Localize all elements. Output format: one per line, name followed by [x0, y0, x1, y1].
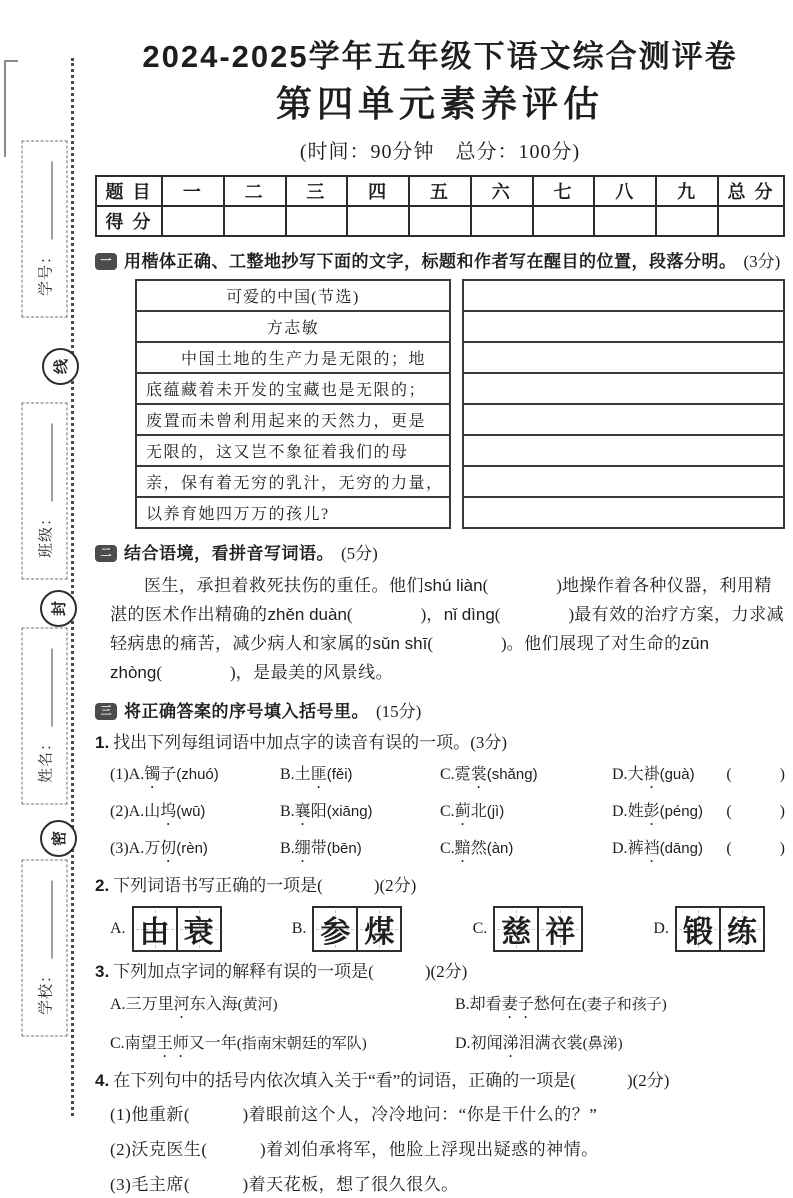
- score-col-8: 八: [594, 176, 656, 206]
- blank-copy-row: [464, 312, 783, 343]
- name-blank-line: [37, 649, 52, 727]
- source-body-row: 废置而未曾利用起来的天然力，更是: [137, 405, 449, 436]
- section-3-points: (15分): [376, 702, 422, 721]
- question-4-stem: 4. 在下列句中的括号内依次填入关于“看”的词语，正确的一项是( )(2分): [95, 1071, 670, 1090]
- school-field: [22, 860, 68, 1037]
- class-field: [22, 403, 68, 580]
- copy-answer-box: [462, 279, 785, 529]
- q2-option-a: A. 由 衰: [110, 906, 222, 952]
- score-cell: [594, 206, 656, 236]
- score-col-5: 五: [409, 176, 471, 206]
- score-col-topic: 题 目: [96, 176, 162, 206]
- q3-option-b: B.却看妻子愁何在(妻子和孩子): [455, 996, 667, 1013]
- q1-option: B.土匪(fěi): [280, 766, 353, 783]
- class-blank-line: [37, 424, 52, 502]
- section-2-title: 结合语境，看拼音写词语。: [124, 544, 334, 563]
- answer-bracket: ( ): [346, 605, 427, 624]
- seal-char-feng: 封: [40, 590, 77, 627]
- score-cell: [471, 206, 533, 236]
- q1-option-row-1: [95, 763, 785, 792]
- q1-option: B.绷带(bēn): [280, 840, 362, 857]
- blank-copy-row: [464, 281, 783, 312]
- q1-option: C.霓裳(shǎng): [440, 766, 538, 783]
- q4-item-3: (3)毛主席( )着天花板，想了很久很久。: [110, 1175, 459, 1194]
- time-score-meta: (时间：90分钟 总分：100分): [299, 141, 581, 163]
- score-cell: [286, 206, 348, 236]
- unit-title: 第四单元素养评估: [275, 83, 604, 124]
- q1-option: (2)A.山坞(wū): [110, 803, 206, 820]
- section-1-number-icon: 一: [95, 253, 117, 270]
- name-label: 姓名：: [37, 735, 54, 784]
- q4-item-2: (2)沃克医生( )着刘伯承将军，他脸上浮现出疑惑的神情。: [110, 1140, 599, 1159]
- seal-char-mi: 密: [40, 820, 77, 857]
- student-id-field: [22, 141, 68, 318]
- q3-option-d: D.初闻涕泪满衣裳(鼻涕): [455, 1035, 623, 1052]
- score-cell: [718, 206, 784, 236]
- source-body-row: 以养育她四万万的孩儿?: [146, 506, 330, 523]
- blank-copy-row: [464, 498, 783, 527]
- score-cell: [409, 206, 471, 236]
- source-title-row: 可爱的中国 (节选): [137, 281, 449, 312]
- q4-item-1: (1)他重新( )着眼前这个人，冷冷地问：“你是干什么的？”: [110, 1105, 598, 1124]
- score-cell: [347, 206, 409, 236]
- q1-option: C.黯然(àn): [440, 840, 514, 857]
- answer-bracket: ( ): [726, 803, 785, 820]
- writing-grid-box: 慈 祥: [493, 906, 583, 952]
- score-cell: [224, 206, 286, 236]
- copy-exercise: [135, 279, 785, 529]
- q1-option: D.大褂(guà): [612, 766, 695, 783]
- q3-options: [95, 992, 785, 1061]
- score-col-3: 三: [286, 176, 348, 206]
- blank-copy-row: [464, 343, 783, 374]
- q1-option: D.裤裆(dāng): [612, 840, 703, 857]
- writing-grid-box: 参 煤: [312, 906, 402, 952]
- question-2-stem: 2. 下列词语书写正确的一项是( )(2分): [95, 876, 417, 895]
- answer-bracket: ( ): [427, 634, 507, 653]
- section-3-title: 将正确答案的序号填入括号里。: [124, 702, 369, 721]
- blank-copy-row: [464, 436, 783, 467]
- answer-bracket: ( ): [726, 840, 785, 857]
- score-col-6: 六: [471, 176, 533, 206]
- score-table-score-row: [96, 206, 784, 236]
- score-table: [95, 175, 785, 237]
- section-2-number-icon: 二: [95, 545, 117, 562]
- source-body-row: 底蕴藏着未开发的宝藏也是无限的；: [137, 374, 449, 405]
- answer-bracket: ( ): [726, 766, 785, 783]
- student-id-blank-line: [37, 162, 52, 240]
- section-1-title: 用楷体正确、工整地抄写下面的文字，标题和作者写在醒目的位置，段落分明。: [124, 252, 737, 271]
- score-cell: [162, 206, 224, 236]
- score-cell: [533, 206, 595, 236]
- paper-title: 2024-2025学年五年级下语文综合测评卷: [142, 39, 738, 74]
- q3-option-c: C.南望王师又一年(指南宋朝廷的军队): [110, 1035, 367, 1052]
- section-3-header: [95, 700, 785, 723]
- section-1-points: (3分): [743, 252, 781, 271]
- corner-crop-mark: [4, 60, 18, 157]
- answer-bracket: ( ): [156, 663, 236, 682]
- writing-grid-box: 锻 练: [675, 906, 765, 952]
- copy-source-box: [135, 279, 451, 529]
- source-body-row: 亲，保有着无穷的乳汁，无穷的力量，: [137, 467, 449, 498]
- school-blank-line: [37, 881, 52, 959]
- class-label: 班级：: [37, 510, 54, 559]
- question-1-stem: 1. 找出下列每组词语中加点字的读音有误的一项。(3分): [95, 733, 508, 752]
- blank-copy-row: [464, 467, 783, 498]
- source-body-row: 无限的，这又岂不象征着我们的母: [137, 436, 449, 467]
- seal-char-line: 线: [42, 348, 79, 385]
- blank-copy-row: [464, 374, 783, 405]
- q2-option-b: B. 参 煤: [292, 906, 403, 952]
- pinyin-passage: 医生，承担着救死扶伤的重任。他们shú liàn( )地操作着各种仪器，利用精湛的医术作出精确的zhěn duàn( )，nǐ dìng( )最有效的治疗方案，力求减轻病患的痛苦，减少病人和家属的sǔn shī( )。他们展现了对生命的zūn zhòng( )，是最美的风景线。: [110, 576, 785, 682]
- q1-option: (3)A.万仞(rèn): [110, 840, 208, 857]
- q2-option-c: C. 慈 祥: [473, 906, 584, 952]
- writing-grid-box: 由 衰: [132, 906, 222, 952]
- q3-option-a: A.三万里河东入海(黄河): [110, 996, 278, 1013]
- school-label: 学校：: [37, 967, 54, 1016]
- question-3-stem: 3. 下列加点字词的解释有误的一项是( )(2分): [95, 962, 468, 981]
- main-content: [95, 36, 785, 1198]
- section-2-header: [95, 542, 785, 565]
- score-table-header-row: [96, 176, 784, 206]
- score-col-7: 七: [533, 176, 595, 206]
- answer-bracket: ( ): [482, 576, 562, 595]
- score-col-4: 四: [347, 176, 409, 206]
- q1-option: D.姓彭(péng): [612, 803, 703, 820]
- blank-copy-row: [464, 405, 783, 436]
- section-1-header: [95, 250, 785, 273]
- q2-option-d: D. 锻 练: [653, 906, 765, 952]
- source-author-row: 方志敏: [137, 312, 449, 343]
- score-col-1: 一: [162, 176, 224, 206]
- q1-option-row-3: [95, 837, 785, 866]
- q1-option: C.蓟北(jì): [440, 803, 505, 820]
- source-body-row: 中国土地的生产力是无限的；地: [137, 343, 449, 374]
- score-row-label: 得 分: [96, 206, 162, 236]
- section-2-points: (5分): [341, 544, 378, 563]
- score-col-total: 总 分: [718, 176, 784, 206]
- score-col-9: 九: [656, 176, 718, 206]
- score-cell: [656, 206, 718, 236]
- q1-option: (1)A.镯子(zhuó): [110, 766, 219, 783]
- name-field: [22, 628, 68, 805]
- q1-option: B.襄阳(xiāng): [280, 803, 373, 820]
- q2-options: [95, 906, 785, 952]
- section-3-number-icon: 三: [95, 703, 117, 720]
- score-col-2: 二: [224, 176, 286, 206]
- seal-dotted-line: [71, 58, 74, 1116]
- student-id-label: 学号：: [37, 248, 54, 297]
- q1-option-row-2: [95, 800, 785, 829]
- answer-bracket: ( ): [494, 605, 575, 624]
